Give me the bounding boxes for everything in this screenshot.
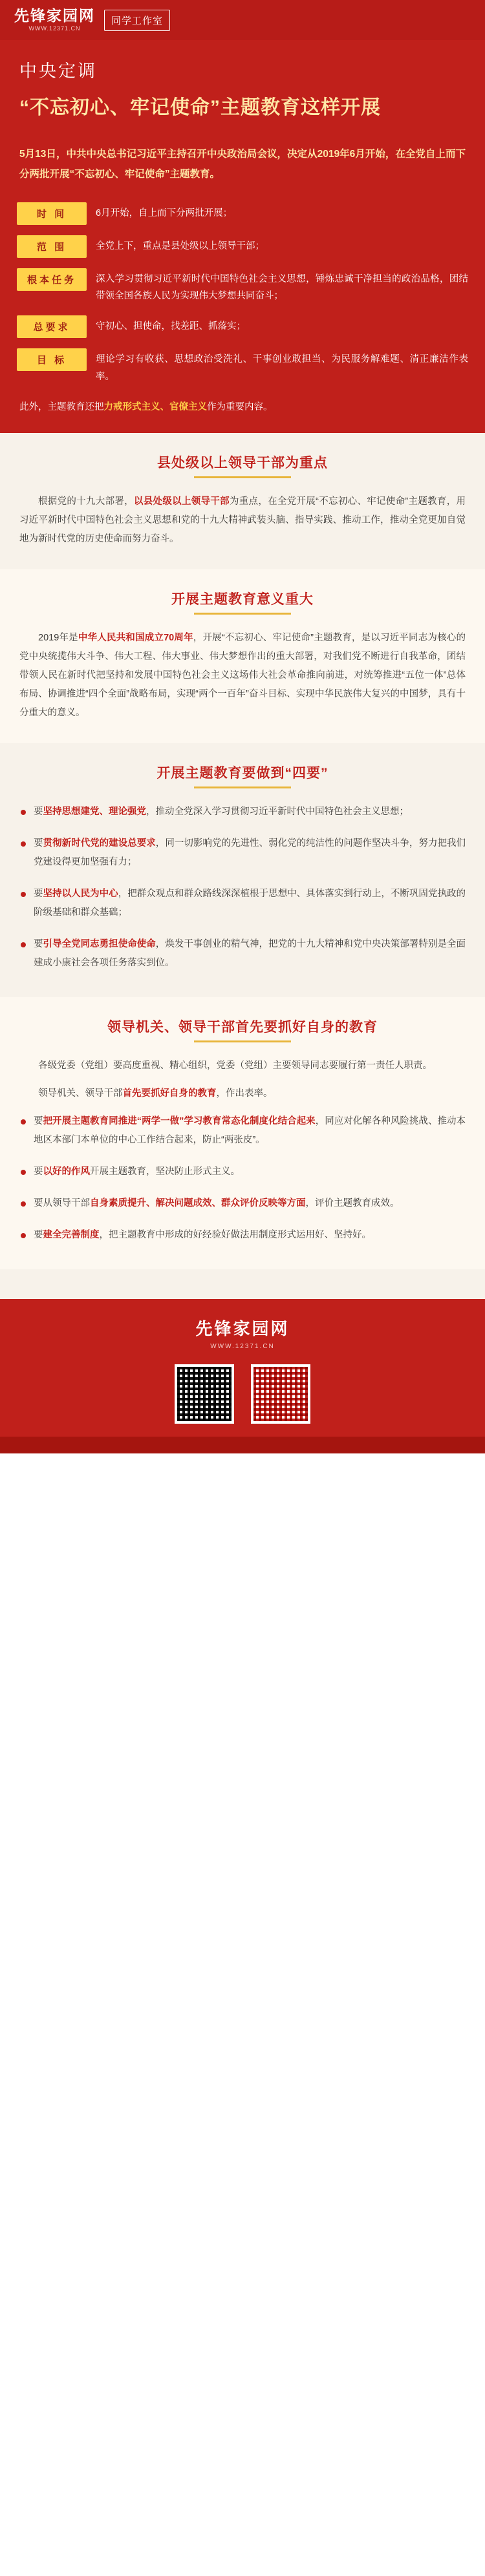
body-text: 要	[34, 889, 43, 900]
body-text: ，把群众观点和群众路线深深植根于思想中、具体落实到行动上，不断巩固党执政的阶级基础和群众基础；	[34, 889, 466, 918]
hero-block	[0, 40, 485, 144]
highlight-text: 贯彻新时代党的建设总要求	[43, 838, 156, 849]
body-text: 要	[34, 1167, 43, 1177]
keyvalue-label: 目 标	[17, 348, 87, 371]
site-logo[interactable]	[14, 9, 95, 32]
highlight-text: 引导全党同志勇担使命使命	[43, 939, 156, 950]
body-text: 要	[34, 1230, 43, 1241]
highlight-text: 以好的作风	[43, 1167, 90, 1177]
qr-code-secondary-icon[interactable]	[251, 1364, 310, 1424]
body-text: 2019年是	[38, 633, 78, 644]
site-footer	[0, 1299, 485, 1437]
footer-logo-title: 先锋家园网	[195, 1320, 290, 1340]
highlight-text: 以县处级以上领导干部	[133, 496, 230, 507]
content-section	[0, 997, 485, 1269]
highlight-text: 自身素质提升、解决问题成效、群众评价反映等方面	[90, 1198, 306, 1209]
content-section	[0, 433, 485, 569]
keyvalue-list	[0, 202, 485, 434]
body-text: ，开展“不忘初心、牢记使命”主题教育，是以习近平同志为核心的党中央统揽伟大斗争、伟大工程、伟大事业、伟大梦想作出的重大部署，对我们党不断进行自我革命，团结带领人民在新时代把坚持和发展中国特色社会主义这场伟大社会革命推向前进，对统筹推进“五位一体”总体布局、协调推进“四个全面”战略布局，实现“两个一百年”奋斗目标、实现中华民族伟大复兴的中国梦，具有十分重大的意义。	[19, 633, 466, 719]
keyvalue-label: 范 围	[17, 235, 87, 258]
bottom-strip	[0, 1437, 485, 1453]
highlight-text: 建全完善制度	[43, 1230, 100, 1241]
bullet-list	[19, 1112, 466, 1245]
list-item	[19, 834, 466, 872]
list-item	[19, 1163, 466, 1181]
keyvalue-value: 深入学习贯彻习近平新时代中国特色社会主义思想，锤炼忠诚干净担当的政治品格，团结带领全国各族人民为实现伟大梦想共同奋斗；	[96, 273, 468, 302]
body-text: ，评价主题教育成效。	[305, 1198, 400, 1209]
body-text: 要	[34, 1116, 43, 1127]
body-text: ，同应对化解各种风险挑战、推动本地区本部门本单位的中心工作结合起来，防止“两张皮”。	[34, 1116, 466, 1146]
lead-tail-prefix: 此外，主题教育还把	[19, 401, 104, 412]
lead-tail-highlight: 力戒形式主义、官僚主义	[103, 401, 207, 412]
keyvalue-label: 时 间	[17, 202, 87, 225]
page-title: “不忘初心、牢记使命”主题教育这样开展	[19, 97, 381, 118]
lead-paragraph: 5月13日，中共中央总书记习近平主持召开中央政治局会议，决定从2019年6月开始，在全党自上而下分两批开展“不忘初心、牢记使命”主题教育。	[19, 148, 466, 180]
keyvalue-row	[17, 315, 468, 338]
content-section	[0, 743, 485, 997]
keyvalue-value: 6月开始，自上而下分两批开展；	[96, 207, 233, 218]
content-section	[0, 569, 485, 743]
paragraph	[19, 1057, 466, 1075]
body-text: 要从领导干部	[34, 1198, 90, 1209]
section-title: 开展主题教育意义重大	[19, 589, 466, 615]
body-text: 要	[34, 807, 43, 818]
keyvalue-label: 总要求	[17, 315, 87, 338]
highlight-text: 首先要抓好自身的教育	[122, 1088, 217, 1099]
keyvalue-value: 守初心、担使命，找差距、抓落实；	[96, 321, 246, 332]
body-text: 领导机关、领导干部	[38, 1088, 123, 1099]
body-text: ，把主题教育中形成的好经验好做法用制度形式运用好、坚持好。	[99, 1230, 371, 1241]
body-text: ，焕发干事创业的精气神，把党的十九大精神和党中央决策部署特别是全面建成小康社会各项任务落实到位。	[34, 939, 466, 969]
list-item	[19, 1226, 466, 1245]
body-text: 根据党的十九大部署，	[38, 496, 134, 507]
list-item	[19, 935, 466, 973]
paragraph	[19, 629, 466, 723]
site-logo-url: WWW.12371.CN	[28, 25, 81, 32]
keyvalue-label: 根本任务	[17, 268, 87, 291]
list-item	[19, 885, 466, 922]
bottom-spacer	[0, 1269, 485, 1299]
list-item	[19, 1112, 466, 1150]
keyvalue-row	[17, 202, 468, 225]
section-title: 开展主题教育要做到“四要”	[19, 763, 466, 788]
highlight-text: 把开展主题教育同推进“两学一做”学习教育常态化制度化结合起来	[43, 1116, 316, 1127]
body-text: 各级党委（党组）要高度重视、精心组织，党委（党组）主要领导同志要履行第一责任人职责。	[38, 1061, 432, 1072]
section-title: 县处级以上领导干部为重点	[19, 452, 466, 478]
body-text: 开展主题教育，坚决防止形式主义。	[90, 1167, 240, 1177]
qr-code-icon[interactable]	[175, 1364, 234, 1424]
sections-container	[0, 433, 485, 1269]
body-text: ，作出表率。	[216, 1088, 273, 1099]
qr-row	[0, 1364, 485, 1424]
body-text: 要	[34, 838, 43, 849]
hero-kicker: 中央定调	[19, 61, 97, 81]
keyvalue-value: 全党上下，重点是县处级以上领导干部；	[96, 240, 264, 251]
body-text: ，同一切影响党的先进性、弱化党的纯洁性的问题作坚决斗争，努力把我们党建设得更加坚强有力；	[34, 838, 466, 868]
body-text: ，推动全党深入学习贯彻习近平新时代中国特色社会主义思想；	[146, 807, 409, 818]
lead-block	[0, 144, 485, 202]
site-header	[0, 0, 485, 40]
keyvalue-row	[17, 348, 468, 386]
list-item	[19, 1194, 466, 1213]
lead-tail-suffix: 作为重要内容。	[207, 401, 273, 412]
site-logo-title: 先锋家园网	[14, 7, 95, 25]
keyvalue-row	[17, 268, 468, 306]
studio-tag: 同学工作室	[104, 10, 170, 31]
keyvalue-row	[17, 235, 468, 258]
section-title: 领导机关、领导干部首先要抓好自身的教育	[19, 1017, 466, 1042]
body-text: 为重点，在全党开展“不忘初心、牢记使命”主题教育，用习近平新时代中国特色社会主义思想和党的十九大精神武装头脑、指导实践、推动工作，推动全党更加自觉地为新时代党的历史使命而努力奋斗。	[19, 496, 466, 545]
list-item	[19, 803, 466, 821]
highlight-text: 坚持思想建党、理论强党	[43, 807, 146, 818]
highlight-text: 坚持以人民为中心	[43, 889, 118, 900]
highlight-text: 中华人民共和国成立70周年	[78, 633, 193, 644]
body-text: 要	[34, 939, 43, 950]
bullet-list	[19, 803, 466, 973]
paragraph	[19, 492, 466, 549]
paragraph	[19, 1084, 466, 1103]
lead-tail	[17, 396, 468, 417]
footer-logo-url: WWW.12371.CN	[210, 1343, 275, 1351]
keyvalue-value: 理论学习有收获、思想政治受洗礼、干事创业敢担当、为民服务解难题、清正廉洁作表率。	[96, 354, 468, 382]
